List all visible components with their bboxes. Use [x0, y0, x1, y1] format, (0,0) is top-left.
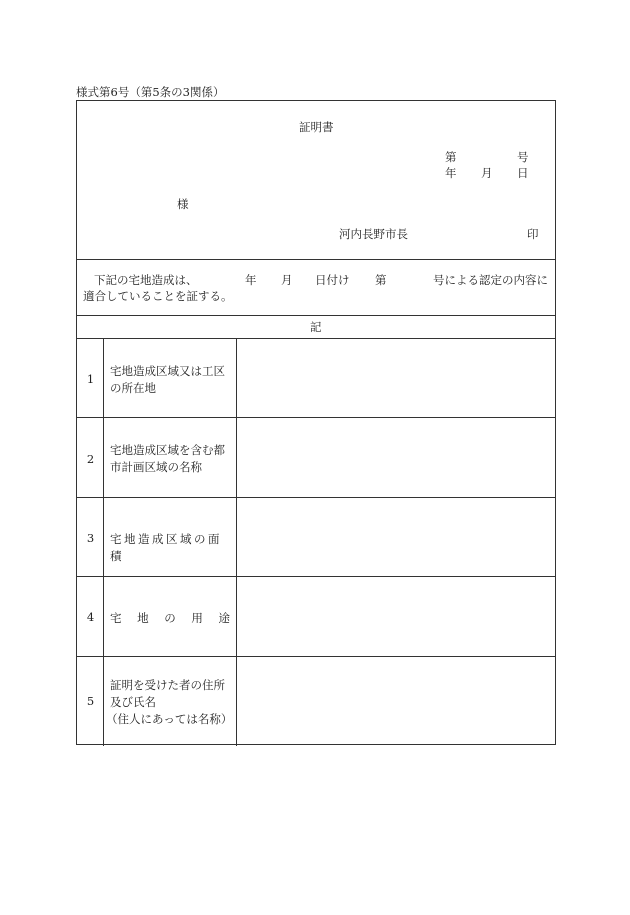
number-suffix: 号: [517, 150, 529, 164]
label-char: 用: [191, 611, 203, 625]
label-char: の: [164, 611, 176, 625]
row-label: [106, 677, 234, 728]
label-char: 宅: [110, 611, 122, 625]
row-number: 4: [86, 610, 95, 624]
divider: [77, 315, 555, 316]
statement-month: 月: [281, 273, 293, 287]
row-label-line: 証明を受けた者の住所: [110, 678, 225, 692]
statement-dai: 第: [375, 273, 387, 287]
row-label: 宅地造成区域又は工区の所在地: [110, 364, 225, 395]
statement-year: 年: [245, 273, 257, 287]
number-prefix: 第: [445, 150, 457, 164]
certificate-title: 証明書: [299, 120, 334, 134]
date-day: 日: [517, 166, 529, 180]
divider: [77, 338, 555, 339]
statement-tail: 号による認定の内容に: [433, 273, 548, 287]
divider: [77, 576, 555, 577]
addressee-suffix: 様: [177, 197, 189, 211]
row-label: 宅地造成区域を含む都市計画区域の名称: [110, 443, 225, 474]
divider: [77, 417, 555, 418]
row-number: 5: [86, 694, 95, 708]
date-year: 年: [445, 166, 457, 180]
column-divider: [236, 338, 237, 746]
label-char: 途: [218, 611, 230, 625]
row-label: [110, 610, 230, 627]
divider: [77, 656, 555, 657]
divider: [77, 497, 555, 498]
statement-line2: 適合していることを証する。: [83, 289, 233, 303]
issuer-name: 河内長野市長: [339, 227, 408, 241]
statement-dated: 日付け: [315, 273, 350, 287]
divider: [77, 259, 555, 260]
ki-heading: 記: [310, 320, 322, 334]
label-char: 地: [137, 611, 149, 625]
row-number: 3: [86, 531, 95, 545]
date-month: 月: [481, 166, 493, 180]
row-number: 2: [86, 452, 95, 466]
statement-lead: 下記の宅地造成は、: [94, 273, 198, 287]
row-label-line: （住人にあっては名称）: [106, 712, 233, 726]
row-label-line: 及び氏名: [110, 695, 156, 709]
row-label: 宅地造成区域の面積: [110, 532, 222, 563]
form-caption: 様式第6号（第5条の3関係）: [76, 85, 225, 99]
seal-mark: 印: [527, 227, 539, 241]
certificate-form: [76, 100, 556, 745]
row-number: 1: [86, 372, 95, 386]
